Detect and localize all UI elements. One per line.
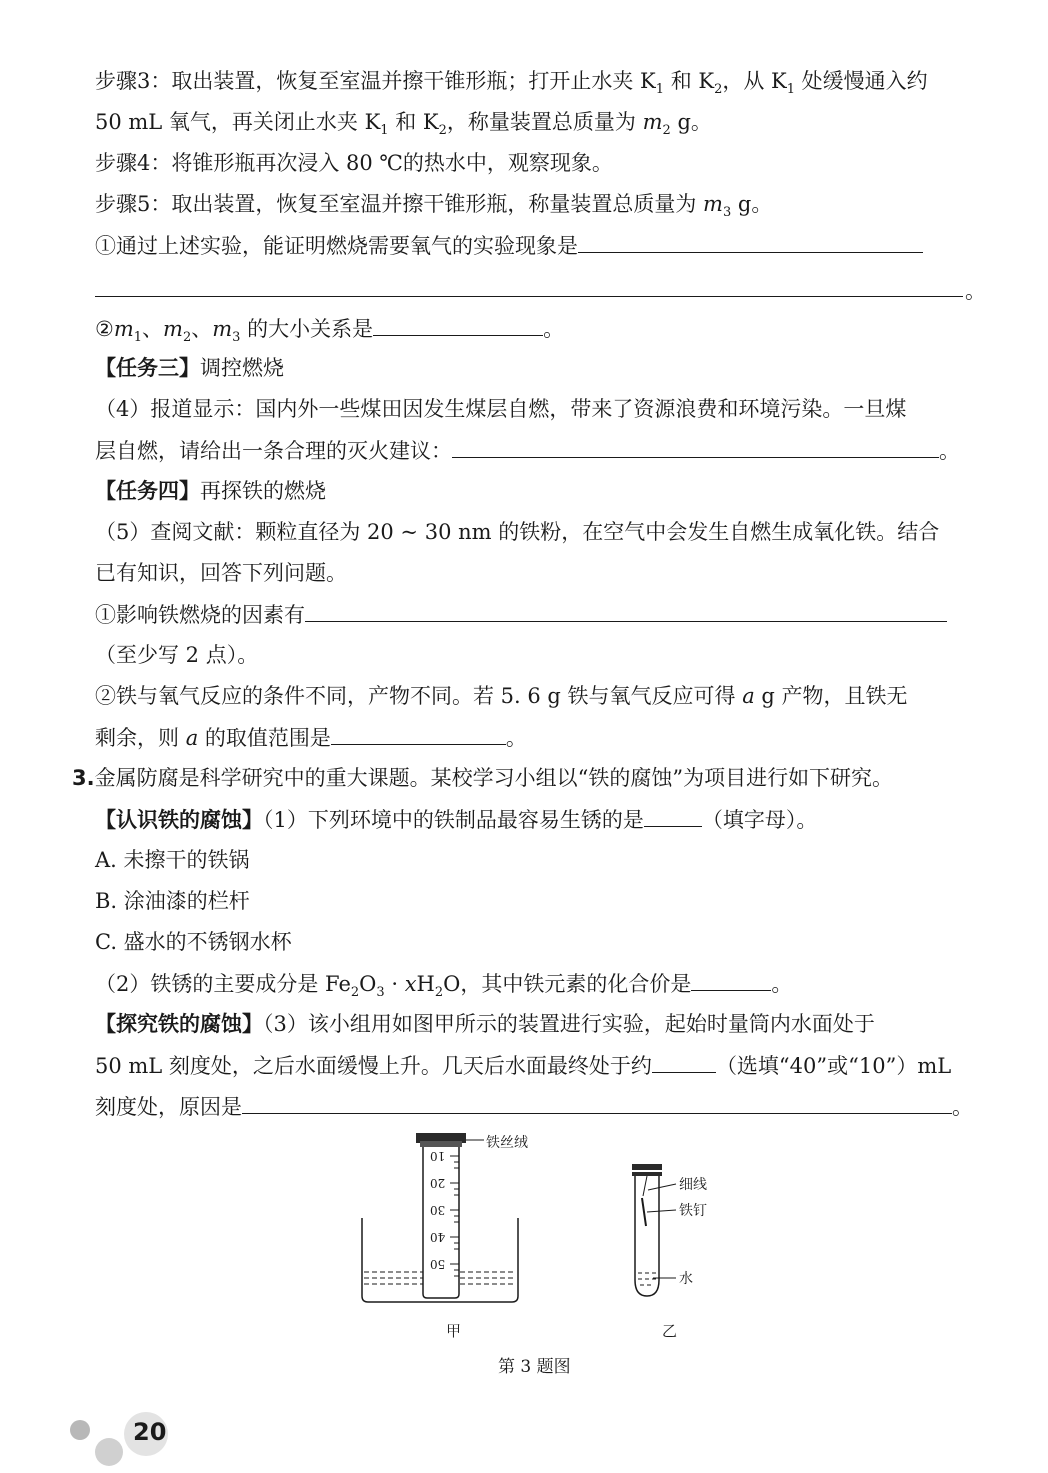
task4-para-line2: 已有知识，回答下列问题。 bbox=[95, 561, 347, 585]
option-c: C. 盛水的不锈钢水杯 bbox=[95, 930, 292, 954]
graduated-cylinder bbox=[416, 1133, 528, 1298]
page-decoration-dot bbox=[95, 1438, 123, 1466]
problem3-part3-line2: 50 mL 刻度处，之后水面缓慢上升。几天后水面最终处于约 （选填“40”或“10”）mL bbox=[95, 1050, 980, 1081]
task4-para-line1: （5）查阅文献：颗粒直径为 20 ~ 30 nm 的铁粉，在空气中会发生自燃生成氧化铁。结合 bbox=[95, 520, 940, 544]
question-mass-relation: $②m_1$、$m_2$、$m_3$ 的大小关系是 。 bbox=[95, 313, 980, 353]
figure-caption: 第 3 题图 bbox=[498, 1357, 571, 1377]
tick-label: 30 bbox=[430, 1203, 446, 1217]
answer-blank[interactable] bbox=[652, 1050, 716, 1073]
task4-question2-line1: ②铁与氧气反应的条件不同，产物不同。若 5. 6 g 铁与氧气反应可得 a g 产物，且铁无 bbox=[95, 684, 908, 708]
tick-label: 40 bbox=[430, 1230, 446, 1244]
answer-blank[interactable] bbox=[644, 804, 702, 827]
caption-yi: 乙 bbox=[662, 1322, 678, 1340]
page-number: 20 bbox=[133, 1418, 167, 1446]
label-water: 水 bbox=[679, 1271, 693, 1287]
task4-heading: 【任务四】再探铁的燃烧 bbox=[95, 479, 326, 503]
period: 。 bbox=[965, 279, 986, 303]
answer-blank[interactable] bbox=[305, 599, 947, 622]
task3-heading: 【任务三】调控燃烧 bbox=[95, 356, 284, 380]
answer-blank[interactable] bbox=[691, 968, 771, 991]
step3-line2: 50 mL 氧气，再关闭止水夹 $K_1$ 和 $K_2$，称量装置总质量为 $m_2$ g。 bbox=[95, 110, 712, 139]
task4-question1-note: （至少写 2 点）。 bbox=[95, 643, 259, 667]
task4-question1: ①影响铁燃烧的因素有 bbox=[95, 599, 980, 630]
answer-blank[interactable] bbox=[578, 230, 923, 253]
tick-label: 20 bbox=[430, 1176, 446, 1190]
task3-para-line1: （4）报道显示：国内外一些煤田因发生煤层自燃，带来了资源浪费和环境污染。一旦煤 bbox=[95, 397, 907, 421]
figure-3-apparatus bbox=[350, 1128, 730, 1358]
answer-blank[interactable] bbox=[452, 435, 939, 458]
answer-blank-line[interactable] bbox=[95, 296, 963, 297]
step3-line1: 步骤3：取出装置，恢复至室温并擦干锥形瓶；打开止水夹 $K_1$ 和 $K_2$，从 $K_1$ 处缓慢通入约 bbox=[95, 69, 928, 98]
caption-jia: 甲 bbox=[446, 1322, 462, 1340]
step4-line: 步骤4：将锥形瓶再次浸入 80 ℃的热水中，观察现象。 bbox=[95, 151, 613, 175]
tick-label: 50 bbox=[430, 1257, 446, 1271]
tick-label: 10 bbox=[430, 1149, 446, 1163]
test-tube bbox=[632, 1164, 707, 1296]
label-iron-wool: 铁丝绒 bbox=[486, 1135, 528, 1151]
question-oxygen-phenomenon: ①通过上述实验，能证明燃烧需要氧气的实验现象是 bbox=[95, 230, 980, 261]
answer-blank[interactable] bbox=[242, 1091, 952, 1114]
step5-line: 步骤5：取出装置，恢复至室温并擦干锥形瓶，称量装置总质量为 $m_3$ g。 bbox=[95, 192, 773, 221]
problem3-part2: （2）铁锈的主要成分是 $Fe_2O_3 \cdot xH_2O$，其中铁元素的化合价是 。 bbox=[95, 968, 980, 1008]
answer-blank[interactable] bbox=[373, 313, 543, 336]
problem3-intro: 3.金属防腐是科学研究中的重大课题。某校学习小组以“铁的腐蚀”为项目进行如下研究。 bbox=[72, 766, 894, 790]
label-nail: 铁钉 bbox=[679, 1203, 707, 1219]
task4-question2-line2: 剩余，则 a 的取值范围是 。 bbox=[95, 722, 980, 753]
label-thread: 细线 bbox=[679, 1177, 707, 1193]
answer-blank[interactable] bbox=[331, 722, 506, 745]
option-b: B. 涂油漆的栏杆 bbox=[95, 889, 250, 913]
option-a: A. 未擦干的铁锅 bbox=[95, 848, 250, 872]
problem3-part3-line3: 刻度处，原因是 。 bbox=[95, 1091, 980, 1122]
task3-para-line2: 层自燃，请给出一条合理的灭火建议： 。 bbox=[95, 435, 980, 466]
problem3-part1: 【认识铁的腐蚀】（1）下列环境中的铁制品最容易生锈的是 （填字母）。 bbox=[95, 804, 980, 835]
problem3-part3-line1: 【探究铁的腐蚀】（3）该小组用如图甲所示的装置进行实验，起始时量筒内水面处于 bbox=[95, 1012, 875, 1036]
page-decoration-dot bbox=[70, 1420, 90, 1440]
